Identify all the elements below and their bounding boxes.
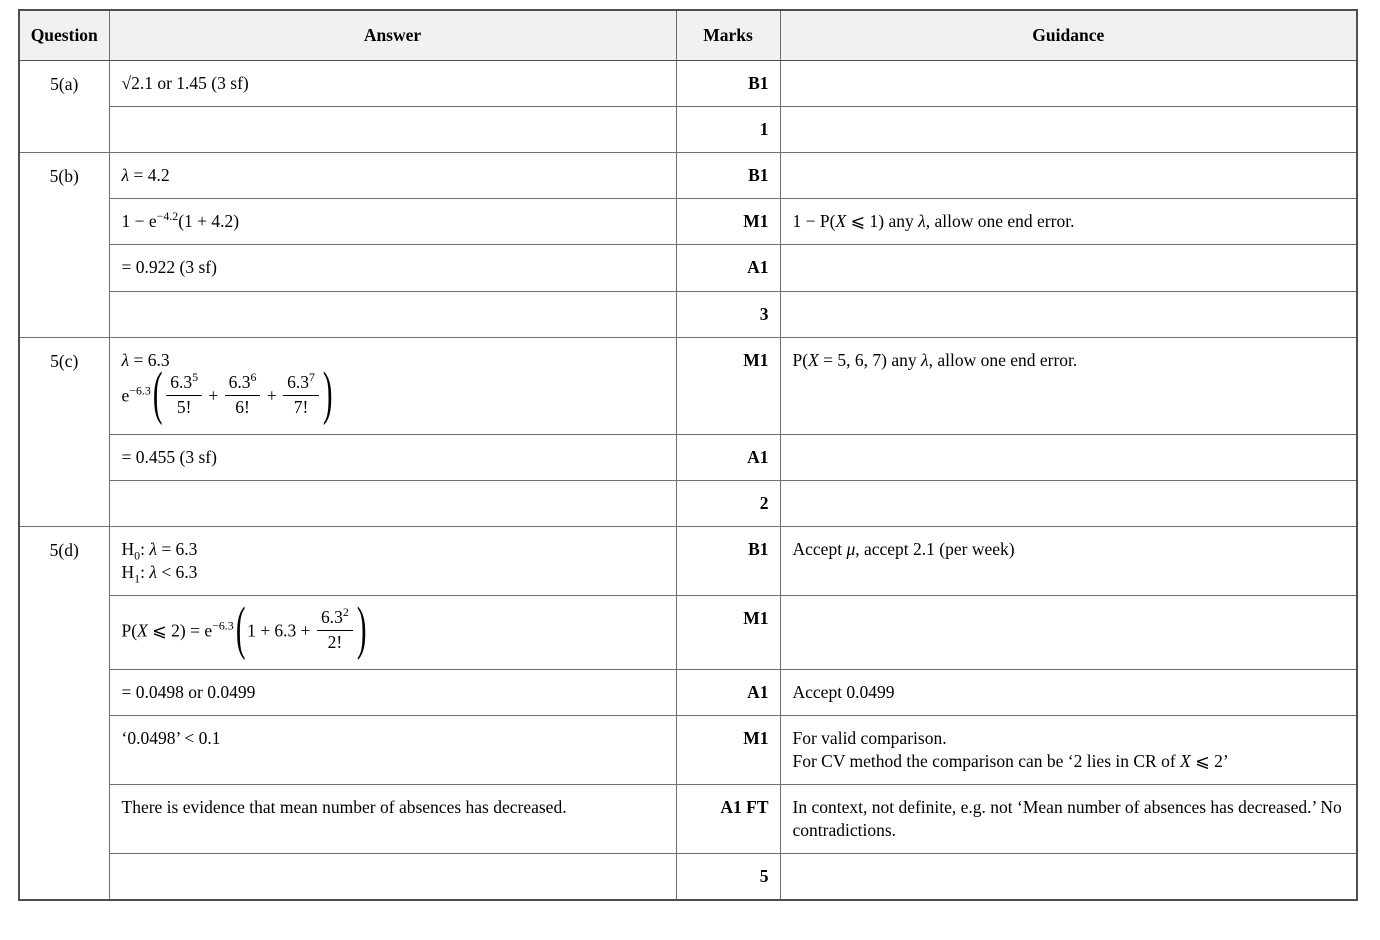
fraction: $\frac{6.3^5}{5!}$: [166, 372, 202, 419]
total-marks-cell: 3: [676, 291, 780, 337]
mark-row: [19, 245, 1357, 291]
mark-scheme-table: [18, 9, 1358, 901]
answer-cell: λ = 4.2: [109, 153, 676, 199]
answer-cell: [109, 107, 676, 153]
marks-cell: B1: [676, 153, 780, 199]
fraction: $\frac{6.3^6}{6!}$: [225, 372, 261, 419]
marks-cell: M1: [676, 337, 780, 434]
guidance-cell: [780, 153, 1357, 199]
total-row: [19, 107, 1357, 153]
mark-row: [19, 199, 1357, 245]
marks-cell: A1: [676, 245, 780, 291]
answer-cell: P(X ⩽ $2) = e^{-6.3}$( 1 + 6.3 + $\frac{6.3^2}{2!}$ ): [109, 595, 676, 669]
guidance-cell: P(X = 5, 6, 7) any λ, allow one end error.: [780, 337, 1357, 434]
fraction: $\frac{6.3^7}{7!}$: [283, 372, 319, 419]
guidance-cell: [780, 434, 1357, 480]
col-header-guidance: Guidance: [780, 10, 1357, 61]
col-header-question: Question: [19, 10, 109, 61]
col-header-answer: Answer: [109, 10, 676, 61]
marks-cell: M1: [676, 715, 780, 784]
mark-row: [19, 526, 1357, 595]
answer-cell: = 0.922 (3 sf): [109, 245, 676, 291]
guidance-cell: [780, 61, 1357, 107]
answer-cell: [109, 291, 676, 337]
guidance-cell: [780, 854, 1357, 901]
mark-row: [19, 61, 1357, 107]
total-marks-cell: 1: [676, 107, 780, 153]
mark-row: [19, 434, 1357, 480]
mark-row: [19, 715, 1357, 784]
marks-cell: B1: [676, 61, 780, 107]
question-cell: 5(d): [19, 526, 109, 900]
answer-cell: √2.1 or 1.45 (3 sf): [109, 61, 676, 107]
mark-row: [19, 153, 1357, 199]
mark-row: [19, 595, 1357, 669]
total-marks-cell: 5: [676, 854, 780, 901]
total-marks-cell: 2: [676, 480, 780, 526]
guidance-cell: Accept 0.0499: [780, 669, 1357, 715]
answer-cell: $H_0$: λ = 6.3 $H_1$: λ < 6.3: [109, 526, 676, 595]
answer-cell: = 0.0498 or 0.0499: [109, 669, 676, 715]
total-row: [19, 480, 1357, 526]
marks-cell: M1: [676, 595, 780, 669]
fraction: $\frac{6.3^2}{2!}$: [317, 607, 353, 654]
guidance-cell: [780, 107, 1357, 153]
total-row: [19, 854, 1357, 901]
mark-row: [19, 784, 1357, 853]
question-cell: 5(b): [19, 153, 109, 337]
marks-cell: M1: [676, 199, 780, 245]
guidance-cell: [780, 245, 1357, 291]
guidance-cell: [780, 595, 1357, 669]
marks-cell: A1: [676, 434, 780, 480]
answer-cell: ‘0.0498’ < 0.1: [109, 715, 676, 784]
answer-cell: $1 - e^{-4.2}(1 + 4.2)$: [109, 199, 676, 245]
answer-cell: λ = 6.3 $e^{-6.3}$( $\frac{6.3^5}{5!}$ + $\frac{6.3^6}{6!}$ + $\frac{6.3^7}{7!}$ ): [109, 337, 676, 434]
mark-row: [19, 669, 1357, 715]
marks-cell: A1 FT: [676, 784, 780, 853]
marks-cell: B1: [676, 526, 780, 595]
answer-cell: [109, 854, 676, 901]
answer-cell: = 0.455 (3 sf): [109, 434, 676, 480]
guidance-cell: 1 − P(X ⩽ 1) any λ, allow one end error.: [780, 199, 1357, 245]
mark-row: [19, 337, 1357, 434]
guidance-cell: [780, 291, 1357, 337]
answer-cell: [109, 480, 676, 526]
question-cell: 5(c): [19, 337, 109, 526]
guidance-cell: In context, not definite, e.g. not ‘Mean number of absences has decreased.’ No contradictions.: [780, 784, 1357, 853]
guidance-cell: [780, 480, 1357, 526]
question-cell: 5(a): [19, 61, 109, 153]
guidance-cell: Accept μ, accept 2.1 (per week): [780, 526, 1357, 595]
marks-cell: A1: [676, 669, 780, 715]
guidance-cell: For valid comparison. For CV method the comparison can be ‘2 lies in CR of X ⩽ 2’: [780, 715, 1357, 784]
col-header-marks: Marks: [676, 10, 780, 61]
header-row: [19, 10, 1357, 61]
answer-cell: There is evidence that mean number of absences has decreased.: [109, 784, 676, 853]
total-row: [19, 291, 1357, 337]
